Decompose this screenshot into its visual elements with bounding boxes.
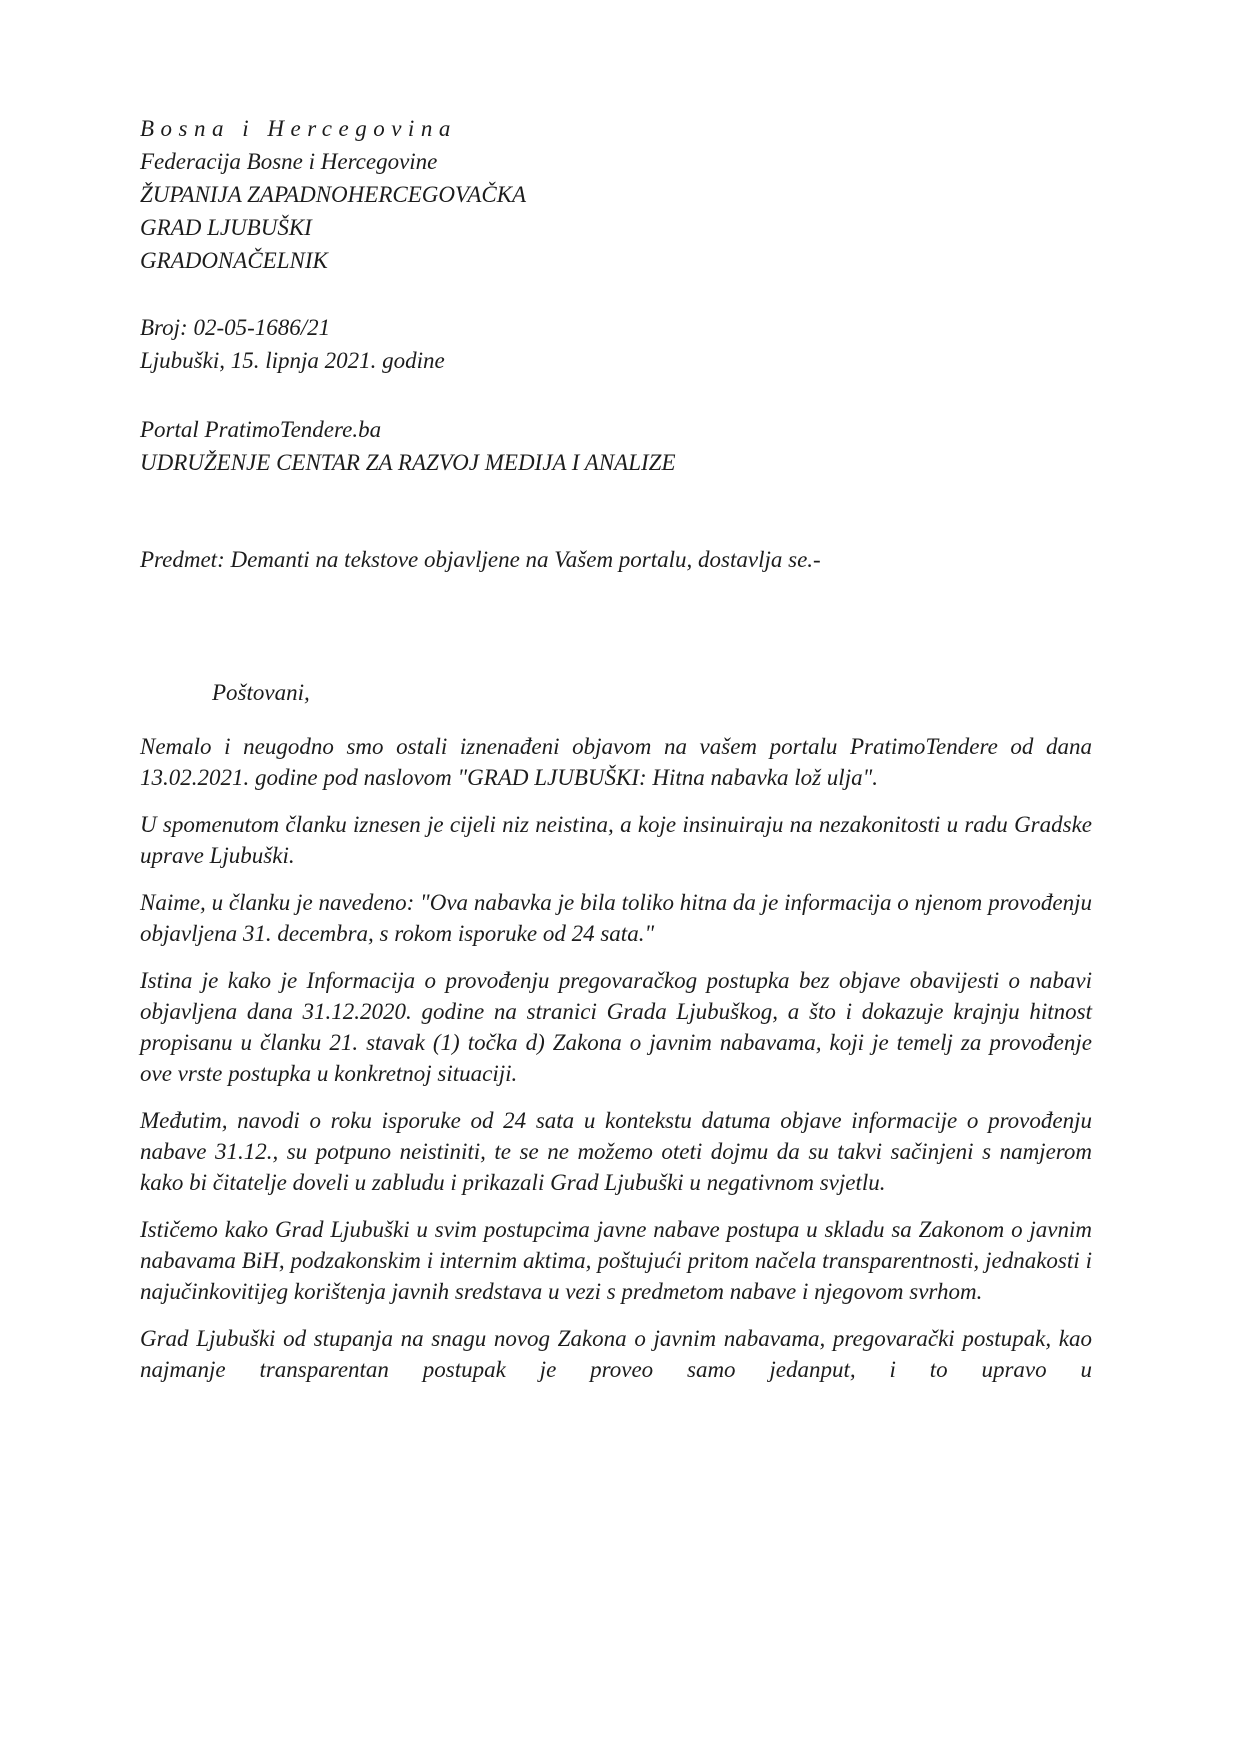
document-number: Broj: 02-05-1686/21 [140,315,331,340]
letterhead-county: ŽUPANIJA ZAPADNOHERCEGOVAČKA [140,182,527,207]
letterhead-country: Bosna i Hercegovina [140,116,457,141]
paragraph: Nemalo i neugodno smo ostali iznenađeni objavom na vašem portalu PratimoTendere od dana 13.02.2021. godine pod naslovom "GRAD LJUBUŠKI: Hitna nabavka lož ulja". [140,734,1092,790]
recipient [140,413,1092,479]
subject-line: Predmet: Demanti na tekstove objavljene na Vašem portalu, dostavlja se.- [140,547,821,572]
document-meta [140,311,1092,377]
letterhead-office: GRADONAČELNIK [140,248,328,273]
greeting: Poštovani, [212,680,310,705]
letterhead-federation: Federacija Bosne i Hercegovine [140,149,438,174]
paragraph: Naime, u članku je navedeno: "Ova nabavka je bila toliko hitna da je informacija o njenom provođenju objavljena 31. decembra, s rokom isporuke od 24 sata." [140,890,1092,946]
paragraph: Ističemo kako Grad Ljubuški u svim postupcima javne nabave postupa u skladu sa Zakonom o javnim nabavama BiH, podzakonskim i internim aktima, poštujući pritom načela transparentnosti, jednakosti i najučinkovitijeg korištenja javnih sredstava u vezi s predmetom nabave i njegovom svrhom. [140,1217,1092,1304]
paragraph: Grad Ljubuški od stupanja na snagu novog Zakona o javnim nabavama, pregovarački postupak, kao najmanje transparentan postupak je proveo samo jedanput, i to upravo u [140,1326,1092,1382]
letterhead-city: GRAD LJUBUŠKI [140,215,312,240]
paragraph: U spomenutom članku iznesen je cijeli niz neistina, a koje insinuiraju na nezakonitosti u radu Gradske uprave Ljubuški. [140,812,1092,868]
letter-body [140,112,1092,1401]
recipient-organization: UDRUŽENJE CENTAR ZA RAZVOJ MEDIJA I ANALIZE [140,450,676,475]
document-place-date: Ljubuški, 15. lipnja 2021. godine [140,348,445,373]
letterhead [140,112,1092,277]
paragraph: Međutim, navodi o roku isporuke od 24 sata u kontekstu datuma objave informacije o provođenju nabave 31.12., su potpuno neistiniti, te se ne možemo oteti dojmu da su takvi sačinjeni s namjerom kako bi čitatelje doveli u zabludu i prikazali Grad Ljubuški u negativnom svjetlu. [140,1108,1092,1195]
paragraph: Istina je kako je Informacija o provođenju pregovaračkog postupka bez objave obavijesti o nabavi objavljena dana 31.12.2020. godine na stranici Grada Ljubuškog, a što i dokazuje krajnju hitnost propisanu u članku 21. stavak (1) točka d) Zakona o javnim nabavama, koji je temelj za provođenje ove vrste postupka u konkretnoj situaciji. [140,968,1092,1086]
recipient-portal: Portal PratimoTendere.ba [140,417,382,442]
body-text [140,731,1092,1385]
